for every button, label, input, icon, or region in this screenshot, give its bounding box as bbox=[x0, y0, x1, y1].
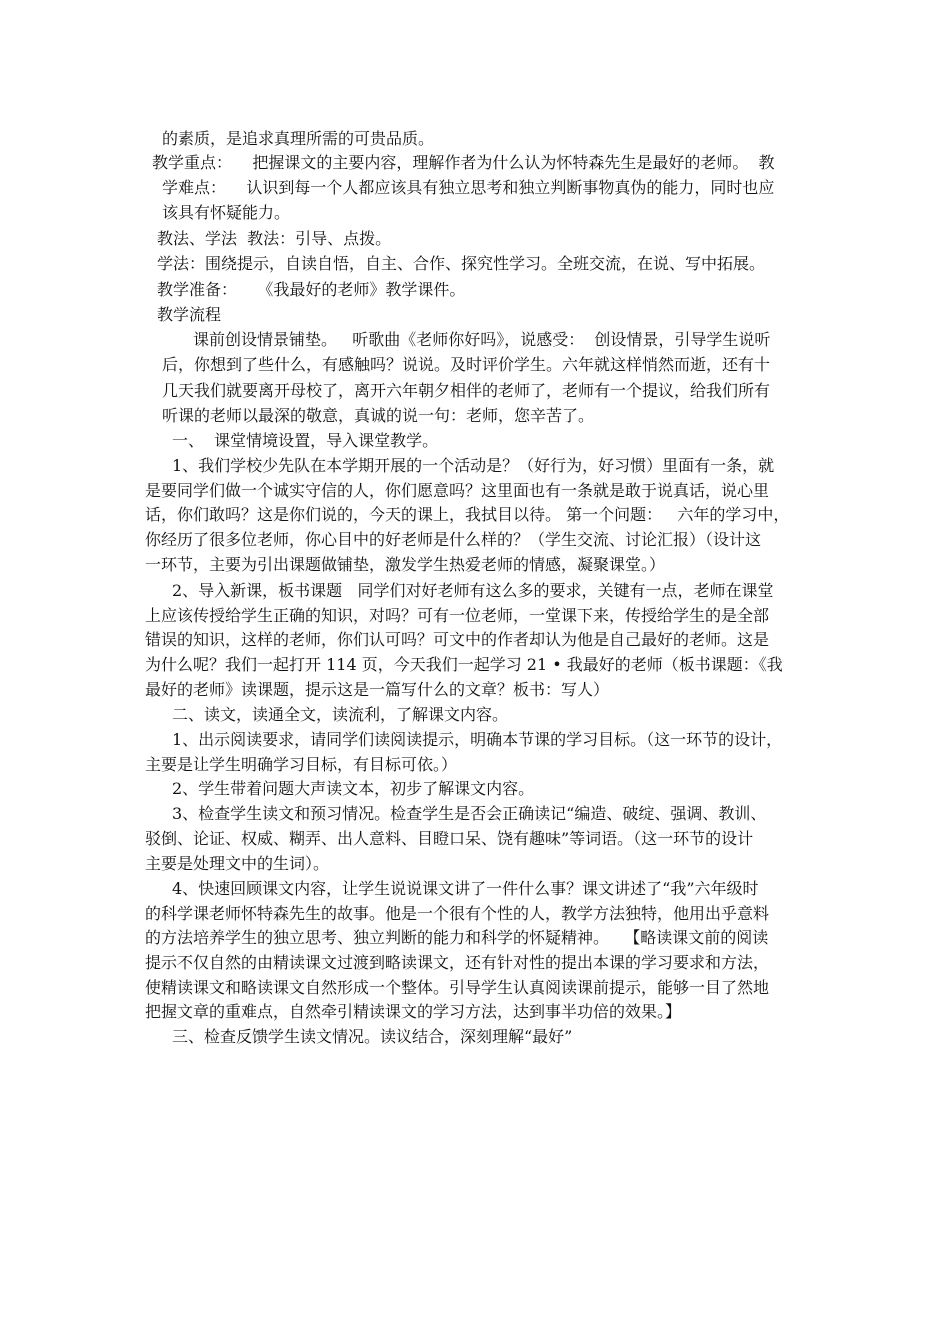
text-line: 1、出示阅读要求，请同学们读阅读提示，明确本节课的学习目标。（这一环节的设计， bbox=[172, 730, 783, 749]
text-line: 提示不仅自然的由精读课文过渡到略读课文，还有针对性的提出本课的学习要求和方法， bbox=[145, 953, 770, 972]
text-line: 3、检查学生读文和预习情况。检查学生是否会正确读记“编造、破绽、强调、教训、 bbox=[172, 804, 767, 823]
text-line: 把握文章的重难点，自然牵引精读课文的学习方法，达到事半功倍的效果。】 bbox=[145, 1002, 682, 1021]
text-line: 上应该传授给学生正确的知识，对吗？可有一位老师，一堂课下来，传授给学生的是全部 bbox=[145, 606, 770, 625]
text-line: 为什么呢？我们一起打开 114 页，今天我们一起学习 21 • 我最好的老师（板书课题：《我 bbox=[145, 655, 783, 674]
text-line: 主要是让学生明确学习目标，有目标可依。） bbox=[145, 755, 458, 774]
text-line: 2、导入新课，板书课题 同学们对好老师有这么多的要求，关键有一点，老师在课堂 bbox=[172, 581, 774, 600]
text-line: 的方法培养学生的独立思考、独立判断的能力和科学的怀疑精神。 【略读课文前的阅读 bbox=[145, 928, 769, 947]
text-line: 最好的老师》读课题，提示这是一篇写什么的文章？板书：写人） bbox=[145, 680, 610, 699]
text-line: 1、我们学校少先队在本学期开展的一个活动是？（好行为，好习惯）里面有一条，就 bbox=[172, 456, 775, 475]
section-heading: 三、检查反馈学生读文情况。读议结合，深刻理解“最好” bbox=[172, 1027, 573, 1046]
text-line: 教法、学法 教法：引导、点拨。 bbox=[157, 229, 392, 248]
text-line: 你经历了很多位老师，你心目中的好老师是什么样的？（学生交流、讨论汇报）（设计这 bbox=[145, 530, 762, 549]
text-line: 学难点： 认识到每一个人都应该具有独立思考和独立判断事物真伪的能力，同时也应 bbox=[162, 178, 775, 197]
text-line: 学法：围绕提示，自读自悟，自主、合作、探究性学习。全班交流，在说、写中拓展。 bbox=[157, 254, 766, 273]
section-heading: 一、 课堂情境设置，导入课堂教学。 bbox=[172, 431, 439, 450]
text-line: 的素质，是追求真理所需的可贵品质。 bbox=[162, 129, 435, 148]
text-line: 是要同学们做一个诚实守信的人，你们愿意吗？这里面也有一条就是敢于说真话，说心里 bbox=[145, 481, 770, 500]
text-line: 2、学生带着问题大声读文本，初步了解课文内容。 bbox=[172, 779, 535, 798]
text-line: 教学准备： 《我最好的老师》教学课件。 bbox=[157, 280, 466, 299]
text-line: 驳倒、论证、权威、糊弄、出人意料、目瞪口呆、饶有趣味”等词语。（这一环节的设计 bbox=[145, 829, 754, 848]
text-line: 主要是处理文中的生词）。 bbox=[145, 854, 330, 873]
text-line: 几天我们就要离开母校了，离开六年朝夕相伴的老师了，老师有一个提议，给我们所有 bbox=[162, 381, 771, 400]
text-line: 后，你想到了些什么，有感触吗？说说。及时评价学生。六年就这样悄然而逝，还有十 bbox=[162, 355, 771, 374]
text-line: 教学重点： 把握课文的主要内容，理解作者为什么认为怀特森先生是最好的老师。 教 bbox=[152, 153, 775, 172]
text-line: 话，你们敢吗？这是你们说的，今天的课上，我拭目以待。 第一个问题： 六年的学习中， bbox=[145, 505, 790, 524]
text-line: 使精读课文和略读课文自然形成一个整体。引导学生认真阅读课前提示，能够一目了然地 bbox=[145, 978, 770, 997]
text-line: 听课的老师以最深的敬意，真诚的说一句：老师，您辛苦了。 bbox=[162, 406, 595, 425]
text-line: 教学流程 bbox=[157, 305, 222, 324]
text-line: 4、快速回顾课文内容，让学生说说课文讲了一件什么事？课文讲述了“我”六年级时 bbox=[172, 879, 759, 898]
text-line: 该具有怀疑能力。 bbox=[162, 203, 291, 222]
text-line: 一环节，主要为引出课题做铺垫，激发学生热爱老师的情感，凝聚课堂。） bbox=[145, 555, 666, 574]
section-heading: 二、读文，读通全文，读流利，了解课文内容。 bbox=[172, 705, 509, 724]
text-line: 课前创设情景铺垫。 听歌曲《老师你好吗》，说感受： 创设情景，引导学生说听 bbox=[193, 330, 771, 349]
text-line: 的科学课老师怀特森先生的故事。他是一个很有个性的人，教学方法独特，他用出乎意料 bbox=[145, 904, 770, 923]
text-line: 错误的知识，这样的老师，你们认可吗？可文中的作者却认为他是自己最好的老师。这是 bbox=[145, 630, 770, 649]
